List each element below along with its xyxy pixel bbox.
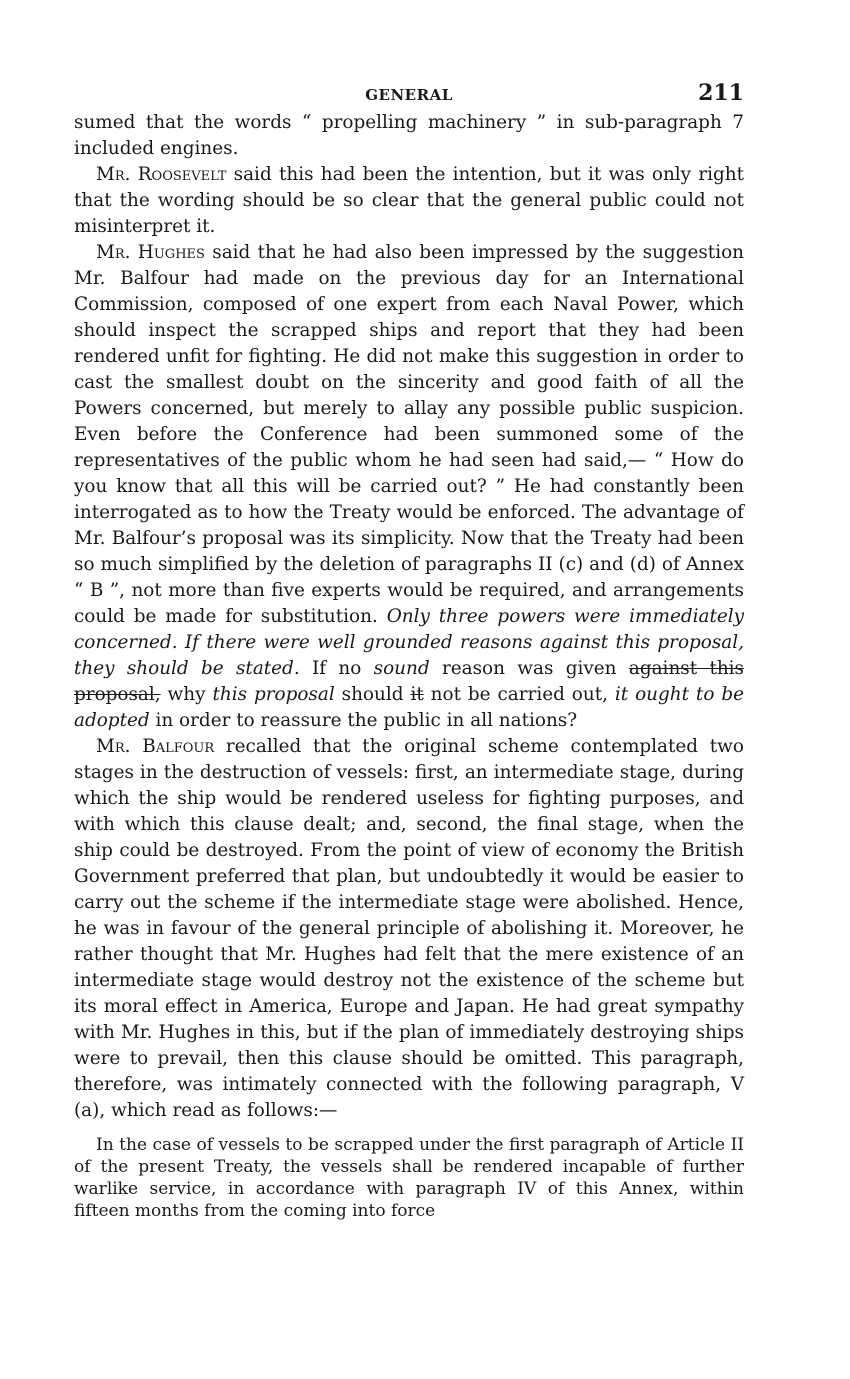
paragraph-text: If no: [299, 658, 374, 679]
paragraph-hughes: [74, 240, 744, 734]
running-title: GENERAL: [365, 86, 453, 104]
italic-insertion: Only three powers were immediately concerned. If there were well grounded reasons against this proposal, they should be stated.: [74, 606, 744, 679]
paragraph-text: not be carried out,: [423, 684, 615, 705]
italic-insertion: it ought to be adopted: [74, 684, 744, 731]
paragraph-text: reason was given: [429, 658, 629, 679]
paragraph-text: sumed that the words “ propelling machinery ” in sub-paragraph 7 included engines.: [74, 112, 744, 159]
paragraph-balfour: [74, 734, 744, 1124]
paragraph-roosevelt: [74, 162, 744, 240]
speaker-name: Mr. Hughes: [96, 242, 205, 263]
block-quote: [74, 1134, 744, 1222]
paragraph-continuation: [74, 110, 744, 162]
struck-text: it: [410, 684, 424, 705]
paragraph-text: in order to reassure the public in all nations?: [149, 710, 578, 731]
speaker-name: Mr. Balfour: [96, 736, 215, 757]
running-head: [74, 80, 744, 110]
paragraph-text: recalled that the original scheme contemplated two stages in the destruction of vessels: first, an intermediate stage, during which the ship would be rendered useless for fighting purposes, and with which this clause dealt; and, second, the final stage, when the ship could be destroyed. From the point of view of economy the British Government preferred that plan, but undoubtedly it would be easier to carry out the scheme if the intermediate stage were abolished. Hence, he was in favour of the general principle of abolishing it. Moreover, he rather thought that Mr. Hughes had felt that the mere existence of an intermediate stage would destroy not the existence of the scheme but its moral effect in America, Europe and Japan. He had great sympathy with Mr. Hughes in this, but if the plan of immediately destroying ships were to prevail, then this clause should be omitted. This paragraph, therefore, was intimately connected with the following paragraph, V (a), which read as follows:—: [74, 736, 744, 1121]
document-page: [74, 80, 744, 1222]
paragraph-text: should: [334, 684, 411, 705]
paragraph-text: said this had been the intention, but it was only right that the wording should be so clear that the general public could not misinterpret it.: [74, 164, 745, 237]
struck-text: against this proposal,: [74, 658, 744, 705]
italic-insertion: sound: [373, 658, 430, 679]
quote-text: In the case of vessels to be scrapped under the first paragraph of Article II of the present Treaty, the vessels shall be rendered incapable of further warlike service, in accordance with paragraph IV of this Annex, within fifteen months from the coming into force: [74, 1135, 744, 1221]
paragraph-text: why: [160, 684, 213, 705]
speaker-name: Mr. Roosevelt: [96, 164, 227, 185]
italic-insertion: this proposal: [212, 684, 335, 705]
paragraph-text: said that he had also been impressed by the suggestion Mr. Balfour had made on the previous day for an International Commission, composed of one expert from each Naval Power, which should inspect the scrapped ships and report that they had been rendered unfit for fighting. He did not make this suggestion in order to cast the smallest doubt on the sincerity and good faith of all the Powers concerned, but merely to allay any possible public suspicion. Even before the Conference had been summoned some of the representatives of the public whom he had seen had said,— “ How do you know that all this will be carried out? ” He had constantly been interrogated as to how the Treaty would be enforced. The advantage of Mr. Balfour’s proposal was its simplicity. Now that the Treaty had been so much simplified by the deletion of paragraphs II (c) and (d) of Annex “ B ”, not more than five experts would be required, and arrangements could be made for substitution.: [74, 242, 744, 627]
page-number: 211: [698, 80, 744, 106]
